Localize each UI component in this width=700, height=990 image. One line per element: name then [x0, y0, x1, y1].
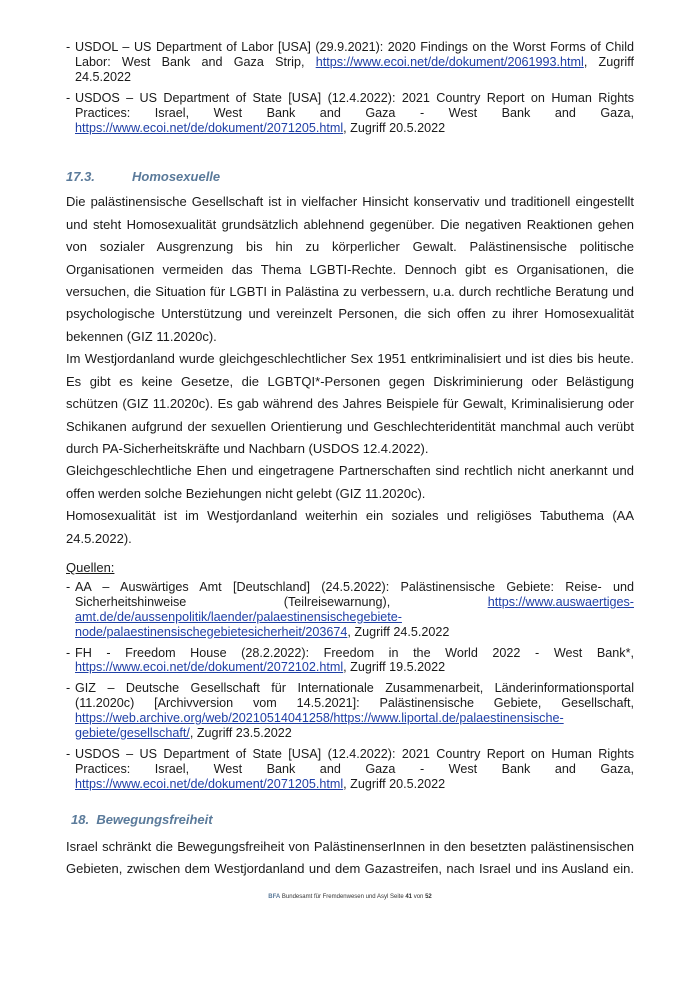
reference-item: - FH - Freedom House (28.2.2022): Freedom in the World 2022 - West Bank*, https://www.ecoi.net/de/dokument/2072102.html, Zugriff 19.5.2022 [66, 646, 634, 676]
footer-page-total: 52 [425, 894, 432, 900]
section-heading-bewegungsfreiheit [66, 812, 634, 827]
reference-item: - AA – Auswärtiges Amt [Deutschland] (24.5.2022): Palästinensische Gebiete: Reise- und Sicherheitshinweise (Teilreisewarnung), https://www.auswaertiges-amt.de/de/aussenpolitik/laender/palaestinensischegebiete-node/palaestinensischegebietesicherheit/203674, Zugriff 24.5.2022 [66, 580, 634, 640]
reference-link[interactable]: https://www.ecoi.net/de/dokument/2072102.html [75, 660, 344, 675]
page-footer [0, 894, 700, 900]
section-title: Bewegungsfreiheit [96, 811, 213, 827]
section-number: 18. [71, 811, 90, 827]
sources-label: Quellen: [66, 559, 115, 575]
reference-link[interactable]: https://www.ecoi.net/de/dokument/2071205.html [75, 120, 344, 135]
reference-item: - USDOL – US Department of Labor [USA] (29.9.2021): 2020 Findings on the Worst Forms of Child Labor: West Bank and Gaza Strip, https://www.ecoi.net/de/dokument/2061993.html, Zugriff 24.5.2022 [66, 40, 634, 85]
body-paragraph: Gleichgeschlechtliche Ehen und eingetragene Partnerschaften sind rechtlich nicht anerkannt und offen werden solche Beziehungen nicht gelebt (GIZ 11.2020c). [66, 463, 634, 501]
body-paragraph: Homosexualität ist im Westjordanland weiterhin ein soziales und religiöses Tabuthema (AA 24.5.2022). [66, 508, 634, 546]
reference-link[interactable]: https://web.archive.org/web/20210514041258/https://www.liportal.de/palaestinensische-gebiete/gesellschaft/ [75, 711, 564, 741]
reference-item: - GIZ – Deutsche Gesellschaft für Internationale Zusammenarbeit, Länderinformationsportal (11.2020c) [Archivversion vom 14.5.2021]: Palästinensische Gebiete, Gesellschaft, https://web.archive.org/web/20210514041258/https://www.liportal.de/palaestinensische-gebiete/gesellschaft/, Zugriff 23.5.2022 [66, 681, 634, 741]
reference-item: - USDOS – US Department of State [USA] (12.4.2022): 2021 Country Report on Human Rights Practices: Israel, West Bank and Gaza - West Bank and Gaza, https://www.ecoi.net/de/dokument/2071205.html, Zugriff 20.5.2022 [66, 91, 634, 136]
body-paragraph: Israel schränkt die Bewegungsfreiheit von PalästinenserInnen in den besetzten palästinensischen Gebieten, zwischen dem Westjordanland und dem Gazastreifen, nach Israel und ins Ausland ein. [66, 838, 634, 877]
document-page [66, 40, 634, 881]
footer-org-short: BFA [268, 894, 281, 900]
section-title: Homosexuelle [132, 169, 221, 185]
footer-page-sep: von [413, 894, 424, 900]
footer-org-long: Bundesamt für Fremdenwesen und Asyl [281, 894, 389, 900]
body-paragraph: Die palästinensische Gesellschaft ist in vielfacher Hinsicht konservativ und traditionell eingestellt und steht Homosexualität grundsätzlich ablehnend gegenüber. Die negativen Reaktionen gehen von sozialer Ausgrenzung bis hin zu körperlicher Gewalt. Palästinensische politische Organisationen vermeiden das Thema LGBTI-Rechte. Dennoch gibt es Organisationen, die versuchen, die Situation für LGBTI in Palästina zu verbessern, u.a. durch rechtliche Beratung und psychologische Unterstützung und vereinzelt Personen, die sich offen zu ihrer Homosexualität bekennen (GIZ 11.2020c). [66, 194, 634, 344]
reference-link[interactable]: https://www.ecoi.net/de/dokument/2071205.html [75, 776, 344, 791]
sources-list [66, 580, 634, 792]
footer-page-label: Seite [389, 894, 404, 900]
section-heading-homosexuelle [66, 169, 634, 184]
section-number: 17.3. [66, 169, 95, 185]
reference-item: - USDOS – US Department of State [USA] (12.4.2022): 2021 Country Report on Human Rights Practices: Israel, West Bank and Gaza - West Bank and Gaza, https://www.ecoi.net/de/dokument/2071205.html, Zugriff 20.5.2022 [66, 747, 634, 792]
reference-link[interactable]: https://www.auswaertiges-amt.de/de/aussenpolitik/laender/palaestinensischegebiete-node/palaestinensischegebietesicherheit/203674 [75, 594, 634, 639]
footer-page-current: 41 [405, 894, 413, 900]
top-reference-list [66, 40, 634, 135]
body-paragraph: Im Westjordanland wurde gleichgeschlechtlicher Sex 1951 entkriminalisiert und ist dies bis heute. Es gibt es keine Gesetze, die LGBTQI*-Personen gegen Diskriminierung oder Belästigung schützen (GIZ 11.2020c). Es gab während des Jahres Beispiele für Gewalt, Kriminalisierung oder Schikanen aufgrund der sexuellen Orientierung und Geschlechteridentität manchmal auch verübt durch PA-Sicherheitskräfte und Nachbarn (USDOS 12.4.2022). [66, 351, 634, 456]
reference-link[interactable]: https://www.ecoi.net/de/dokument/2061993.html [315, 54, 584, 69]
